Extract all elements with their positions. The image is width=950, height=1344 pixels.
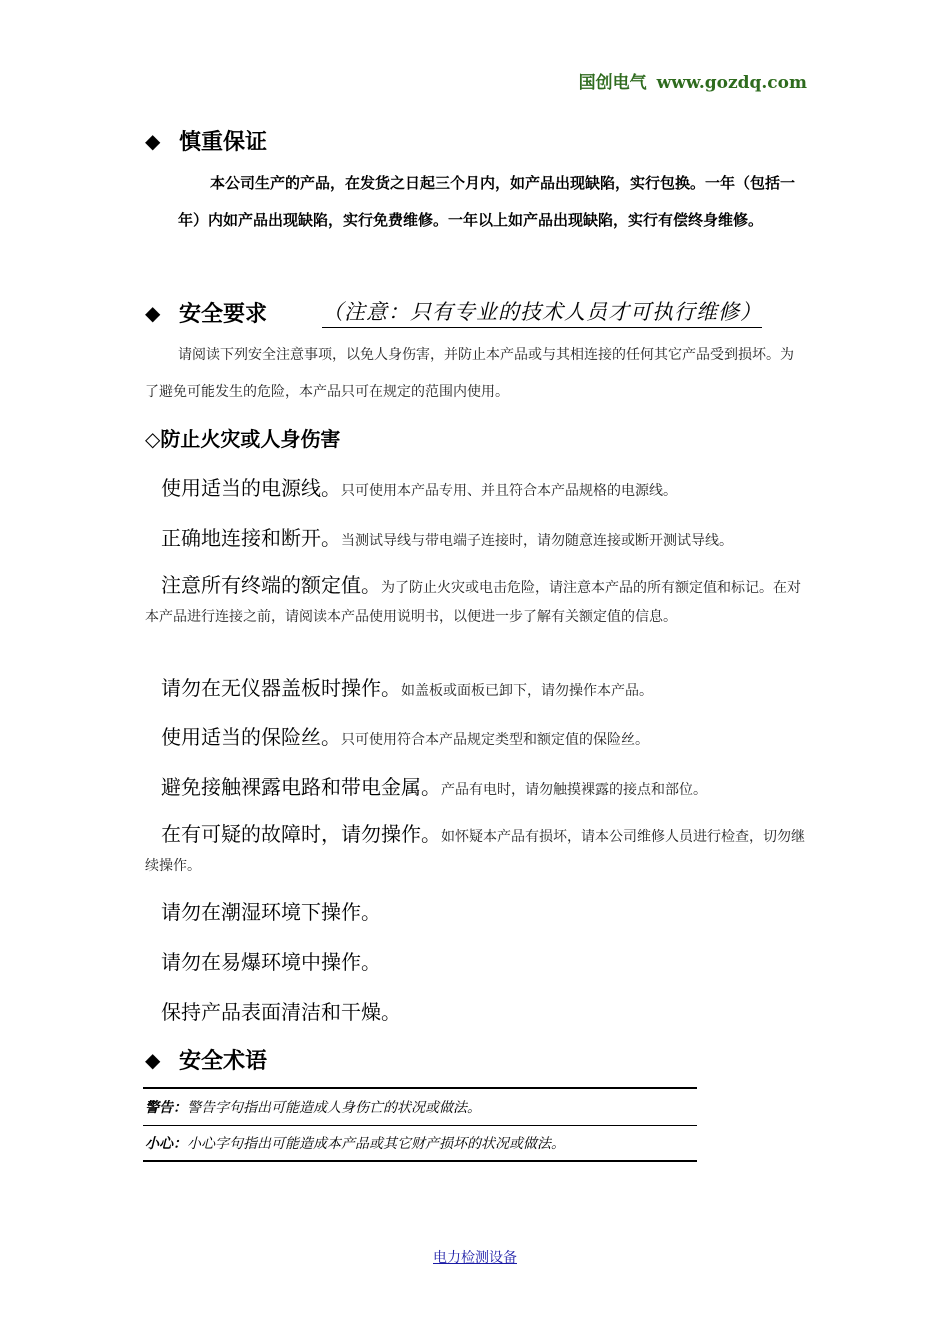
page-header [579, 68, 807, 93]
safety-item: 保持产品表面清洁和干燥。 [161, 1000, 401, 1024]
page-footer [0, 1247, 950, 1267]
terms-table [143, 1087, 697, 1162]
safety-item: 请勿在无仪器盖板时操作。如盖板或面板已卸下，请勿操作本产品。 [161, 676, 653, 700]
safety-item: 在有可疑的故障时，请勿操作。如怀疑本产品有损坏，请本公司维修人员进行检查，切勿继续操作。 [145, 822, 805, 874]
term-row-warning: 警告： 警告字句指出可能造成人身伤亡的状况或做法。 [143, 1087, 697, 1125]
safety-item: 使用适当的电源线。只可使用本产品专用、并且符合本产品规格的电源线。 [161, 476, 677, 500]
safety-item: 使用适当的保险丝。只可使用符合本产品规定类型和额定值的保险丝。 [161, 725, 649, 749]
section-title: 慎重保证 [179, 130, 268, 155]
section-title: 安全术语 [179, 1049, 268, 1074]
safety-item: 正确地连接和断开。当测试导线与带电端子连接时，请勿随意连接或断开测试导线。 [161, 526, 733, 550]
safety-item: 请勿在潮湿环境下操作。 [161, 900, 381, 924]
section-heading-terms [145, 1044, 267, 1075]
safety-item: 避免接触裸露电路和带电金属。产品有电时，请勿触摸裸露的接点和部位。 [161, 775, 707, 799]
diamond-bullet-icon: ◆ [145, 128, 161, 153]
table-divider [143, 1160, 697, 1162]
safety-item: 注意所有终端的额定值。为了防止火灾或电击危险，请注意本产品的所有额定值和标记。在对本产品进行连接之前，请阅读本产品使用说明书，以便进一步了解有关额定值的信息。 [145, 573, 801, 625]
diamond-bullet-icon: ◆ [145, 300, 161, 325]
guarantee-paragraph: 本公司生产的产品，在发货之日起三个月内，如产品出现缺陷，实行包换。一年（包括一年）内如产品出现缺陷，实行免费维修。一年以上如产品出现缺陷，实行有偿终身维修。 [178, 174, 796, 229]
website-url: www.gozdq.com [656, 73, 807, 93]
section-heading-guarantee [145, 125, 267, 156]
section-heading-safety [145, 297, 267, 328]
footer-link[interactable]: 电力检测设备 [433, 1250, 517, 1266]
fire-prevention-heading: ◇防止火灾或人身伤害 [145, 427, 341, 451]
brand-name: 国创电气 [578, 73, 647, 93]
diamond-bullet-icon: ◆ [145, 1047, 161, 1072]
safety-item: 请勿在易爆环境中操作。 [161, 950, 381, 974]
safety-note: （注意：只有专业的技术人员才可执行维修） [322, 296, 762, 328]
term-row-caution: 小心： 小心字句指出可能造成本产品或其它财产损坏的状况或做法。 [143, 1125, 697, 1160]
section-title: 安全要求 [179, 302, 268, 327]
safety-intro-paragraph: 请阅读下列安全注意事项，以免人身伤害，并防止本产品或与其相连接的任何其它产品受到损坏。为了避免可能发生的危险，本产品只可在规定的范围内使用。 [145, 347, 794, 400]
